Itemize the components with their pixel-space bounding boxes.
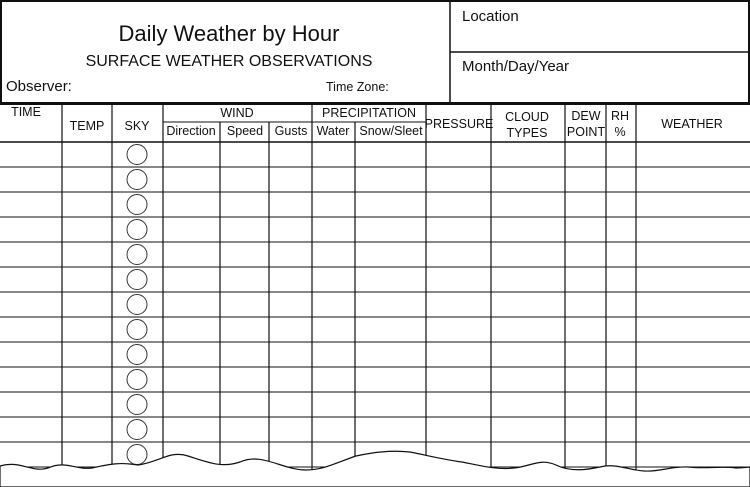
col-temp: TEMP <box>69 119 105 133</box>
cell-rh[interactable] <box>607 393 635 416</box>
cell-snow[interactable] <box>356 393 425 416</box>
cell-gusts[interactable] <box>270 443 311 466</box>
cell-water[interactable] <box>313 243 354 266</box>
cell-direction[interactable] <box>164 168 219 191</box>
cell-snow[interactable] <box>356 368 425 391</box>
cell-time[interactable] <box>1 218 61 241</box>
cell-rh[interactable] <box>607 418 635 441</box>
cell-direction[interactable] <box>164 218 219 241</box>
cell-rh[interactable] <box>607 343 635 366</box>
col-precip-water: Water <box>316 124 350 138</box>
cell-direction[interactable] <box>164 243 219 266</box>
cell-rh[interactable] <box>607 218 635 241</box>
cell-pressure[interactable] <box>427 193 490 216</box>
col-cloud-line2: TYPES <box>506 126 548 140</box>
cell-snow[interactable] <box>356 143 425 166</box>
cell-dew[interactable] <box>566 218 605 241</box>
cell-temp[interactable] <box>63 368 111 391</box>
observer-field[interactable] <box>80 78 310 96</box>
cell-dew[interactable] <box>566 193 605 216</box>
cell-gusts[interactable] <box>270 368 311 391</box>
cell-water[interactable] <box>313 293 354 316</box>
sky-cover-circle[interactable] <box>127 270 147 290</box>
cell-weather[interactable] <box>637 393 749 416</box>
cell-cloud[interactable] <box>492 393 564 416</box>
col-precip-snow: Snow/Sleet <box>359 124 423 138</box>
cell-cloud[interactable] <box>492 168 564 191</box>
cell-snow[interactable] <box>356 343 425 366</box>
cell-cloud[interactable] <box>492 243 564 266</box>
cell-weather[interactable] <box>637 143 749 166</box>
cell-pressure[interactable] <box>427 168 490 191</box>
cell-speed[interactable] <box>221 168 268 191</box>
cell-gusts[interactable] <box>270 418 311 441</box>
cell-temp[interactable] <box>63 393 111 416</box>
cell-speed[interactable] <box>221 143 268 166</box>
sky-cover-circle[interactable] <box>127 370 147 390</box>
cell-cloud[interactable] <box>492 143 564 166</box>
cell-snow[interactable] <box>356 268 425 291</box>
cell-snow[interactable] <box>356 293 425 316</box>
cell-pressure[interactable] <box>427 243 490 266</box>
cell-gusts[interactable] <box>270 318 311 341</box>
cell-gusts[interactable] <box>270 193 311 216</box>
cell-rh[interactable] <box>607 143 635 166</box>
cell-rh[interactable] <box>607 193 635 216</box>
cell-temp[interactable] <box>63 193 111 216</box>
cell-temp[interactable] <box>63 268 111 291</box>
sky-cover-circle[interactable] <box>127 220 147 240</box>
form-title: Daily Weather by Hour <box>118 21 340 46</box>
date-field[interactable] <box>452 76 746 100</box>
cell-cloud[interactable] <box>492 418 564 441</box>
cell-weather[interactable] <box>637 243 749 266</box>
table-row <box>1 268 749 291</box>
cell-cloud[interactable] <box>492 268 564 291</box>
sky-cover-circle[interactable] <box>127 320 147 340</box>
cell-direction[interactable] <box>164 343 219 366</box>
cell-rh[interactable] <box>607 268 635 291</box>
cell-direction[interactable] <box>164 368 219 391</box>
cell-speed[interactable] <box>221 393 268 416</box>
location-field[interactable] <box>452 26 746 50</box>
cell-temp[interactable] <box>63 418 111 441</box>
cell-water[interactable] <box>313 318 354 341</box>
cell-gusts[interactable] <box>270 268 311 291</box>
location-label: Location <box>462 8 519 25</box>
cell-temp[interactable] <box>63 243 111 266</box>
cell-gusts[interactable] <box>270 243 311 266</box>
cell-speed[interactable] <box>221 368 268 391</box>
table-row <box>1 343 749 366</box>
table-row <box>1 218 749 241</box>
cell-rh[interactable] <box>607 318 635 341</box>
table-row <box>1 193 749 216</box>
cell-dew[interactable] <box>566 293 605 316</box>
table-row <box>1 368 749 391</box>
cell-dew[interactable] <box>566 443 605 466</box>
form-subtitle: SURFACE WEATHER OBSERVATIONS <box>85 53 373 70</box>
cell-water[interactable] <box>313 368 354 391</box>
cell-speed[interactable] <box>221 343 268 366</box>
cell-gusts[interactable] <box>270 168 311 191</box>
cell-temp[interactable] <box>63 218 111 241</box>
cell-snow[interactable] <box>356 168 425 191</box>
cell-pressure[interactable] <box>427 293 490 316</box>
date-label: Month/Day/Year <box>462 58 570 75</box>
cell-direction[interactable] <box>164 193 219 216</box>
table-row <box>1 143 749 166</box>
cell-temp[interactable] <box>63 343 111 366</box>
col-wind-speed: Speed <box>226 124 264 138</box>
cell-time[interactable] <box>1 368 61 391</box>
cell-snow[interactable] <box>356 193 425 216</box>
cell-time[interactable] <box>1 143 61 166</box>
cell-weather[interactable] <box>637 318 749 341</box>
cell-direction[interactable] <box>164 418 219 441</box>
timezone-label: Time Zone: <box>326 80 389 94</box>
cell-weather[interactable] <box>637 168 749 191</box>
cell-pressure[interactable] <box>427 268 490 291</box>
cell-time[interactable] <box>1 268 61 291</box>
cell-cloud[interactable] <box>492 343 564 366</box>
cell-gusts[interactable] <box>270 343 311 366</box>
cell-gusts[interactable] <box>270 293 311 316</box>
cell-rh[interactable] <box>607 368 635 391</box>
cell-water[interactable] <box>313 343 354 366</box>
cell-direction[interactable] <box>164 393 219 416</box>
cell-water[interactable] <box>313 193 354 216</box>
col-cloud-line1: CLOUD <box>505 110 549 124</box>
sky-cover-circle[interactable] <box>127 170 147 190</box>
cell-gusts[interactable] <box>270 143 311 166</box>
observation-rows <box>1 143 749 466</box>
cell-time[interactable] <box>1 418 61 441</box>
cell-water[interactable] <box>313 418 354 441</box>
table-row <box>1 393 749 416</box>
col-rh-line2: % <box>614 125 626 139</box>
cell-temp[interactable] <box>63 168 111 191</box>
col-pressure: PRESSURE <box>424 117 494 131</box>
sky-cover-circle[interactable] <box>127 295 147 315</box>
cell-cloud[interactable] <box>492 218 564 241</box>
cell-rh[interactable] <box>607 168 635 191</box>
cell-direction[interactable] <box>164 318 219 341</box>
cell-water[interactable] <box>313 168 354 191</box>
cell-pressure[interactable] <box>427 143 490 166</box>
cell-time[interactable] <box>1 393 61 416</box>
cell-dew[interactable] <box>566 343 605 366</box>
cell-speed[interactable] <box>221 318 268 341</box>
observer-label: Observer: <box>6 78 72 95</box>
col-rh-line1: RH <box>610 109 630 123</box>
cell-temp[interactable] <box>63 293 111 316</box>
col-sky: SKY <box>124 119 150 133</box>
cell-direction[interactable] <box>164 268 219 291</box>
sky-cover-circle[interactable] <box>127 445 147 465</box>
cell-direction[interactable] <box>164 293 219 316</box>
cell-time[interactable] <box>1 343 61 366</box>
col-dew-line1: DEW <box>571 109 601 123</box>
cell-pressure[interactable] <box>427 368 490 391</box>
cell-pressure[interactable] <box>427 393 490 416</box>
table-row <box>1 293 749 316</box>
cell-speed[interactable] <box>221 293 268 316</box>
cell-water[interactable] <box>313 218 354 241</box>
cell-cloud[interactable] <box>492 443 564 466</box>
col-wind: WIND <box>220 106 254 120</box>
cell-temp[interactable] <box>63 443 111 466</box>
timezone-field[interactable] <box>392 78 446 96</box>
cell-gusts[interactable] <box>270 393 311 416</box>
cell-speed[interactable] <box>221 268 268 291</box>
sky-cover-circle[interactable] <box>127 245 147 265</box>
cell-weather[interactable] <box>637 343 749 366</box>
cell-gusts[interactable] <box>270 218 311 241</box>
cell-temp[interactable] <box>63 143 111 166</box>
col-dew-line2: POINT <box>566 125 606 139</box>
cell-water[interactable] <box>313 268 354 291</box>
cell-time[interactable] <box>1 443 61 466</box>
col-time: TIME <box>11 105 41 119</box>
sky-cover-circle[interactable] <box>127 420 147 440</box>
cell-dew[interactable] <box>566 243 605 266</box>
cell-cloud[interactable] <box>492 293 564 316</box>
cell-weather[interactable] <box>637 218 749 241</box>
cell-speed[interactable] <box>221 418 268 441</box>
cell-dew[interactable] <box>566 418 605 441</box>
table-row <box>1 243 749 266</box>
cell-pressure[interactable] <box>427 218 490 241</box>
cell-speed[interactable] <box>221 243 268 266</box>
cell-pressure[interactable] <box>427 318 490 341</box>
cell-dew[interactable] <box>566 393 605 416</box>
cell-weather[interactable] <box>637 443 749 466</box>
col-precipitation: PRECIPITATION <box>322 106 416 120</box>
cell-time[interactable] <box>1 193 61 216</box>
cell-weather[interactable] <box>637 368 749 391</box>
table-row <box>1 168 749 191</box>
sky-cover-circle[interactable] <box>127 345 147 365</box>
cell-rh[interactable] <box>607 243 635 266</box>
cell-time[interactable] <box>1 243 61 266</box>
cell-dew[interactable] <box>566 143 605 166</box>
cell-water[interactable] <box>313 393 354 416</box>
cell-water[interactable] <box>313 143 354 166</box>
cell-temp[interactable] <box>63 318 111 341</box>
sky-cover-circle[interactable] <box>127 145 147 165</box>
cell-cloud[interactable] <box>492 368 564 391</box>
cell-time[interactable] <box>1 168 61 191</box>
cell-time[interactable] <box>1 293 61 316</box>
cell-weather[interactable] <box>637 418 749 441</box>
col-weather: WEATHER <box>661 117 723 131</box>
cell-dew[interactable] <box>566 168 605 191</box>
cell-speed[interactable] <box>221 218 268 241</box>
col-wind-gusts: Gusts <box>274 124 308 138</box>
cell-rh[interactable] <box>607 293 635 316</box>
cell-snow[interactable] <box>356 318 425 341</box>
cell-snow[interactable] <box>356 418 425 441</box>
cell-speed[interactable] <box>221 193 268 216</box>
col-wind-direction: Direction <box>166 124 216 138</box>
table-row <box>1 418 749 441</box>
cell-snow[interactable] <box>356 218 425 241</box>
cell-weather[interactable] <box>637 293 749 316</box>
cell-weather[interactable] <box>637 193 749 216</box>
cell-weather[interactable] <box>637 268 749 291</box>
cell-cloud[interactable] <box>492 193 564 216</box>
cell-dew[interactable] <box>566 318 605 341</box>
cell-direction[interactable] <box>164 143 219 166</box>
table-row <box>1 318 749 341</box>
cell-time[interactable] <box>1 318 61 341</box>
cell-rh[interactable] <box>607 443 635 466</box>
sky-cover-circle[interactable] <box>127 195 147 215</box>
cell-pressure[interactable] <box>427 418 490 441</box>
sky-cover-circle[interactable] <box>127 395 147 415</box>
cell-dew[interactable] <box>566 368 605 391</box>
cell-pressure[interactable] <box>427 343 490 366</box>
cell-snow[interactable] <box>356 243 425 266</box>
cell-dew[interactable] <box>566 268 605 291</box>
cell-cloud[interactable] <box>492 318 564 341</box>
